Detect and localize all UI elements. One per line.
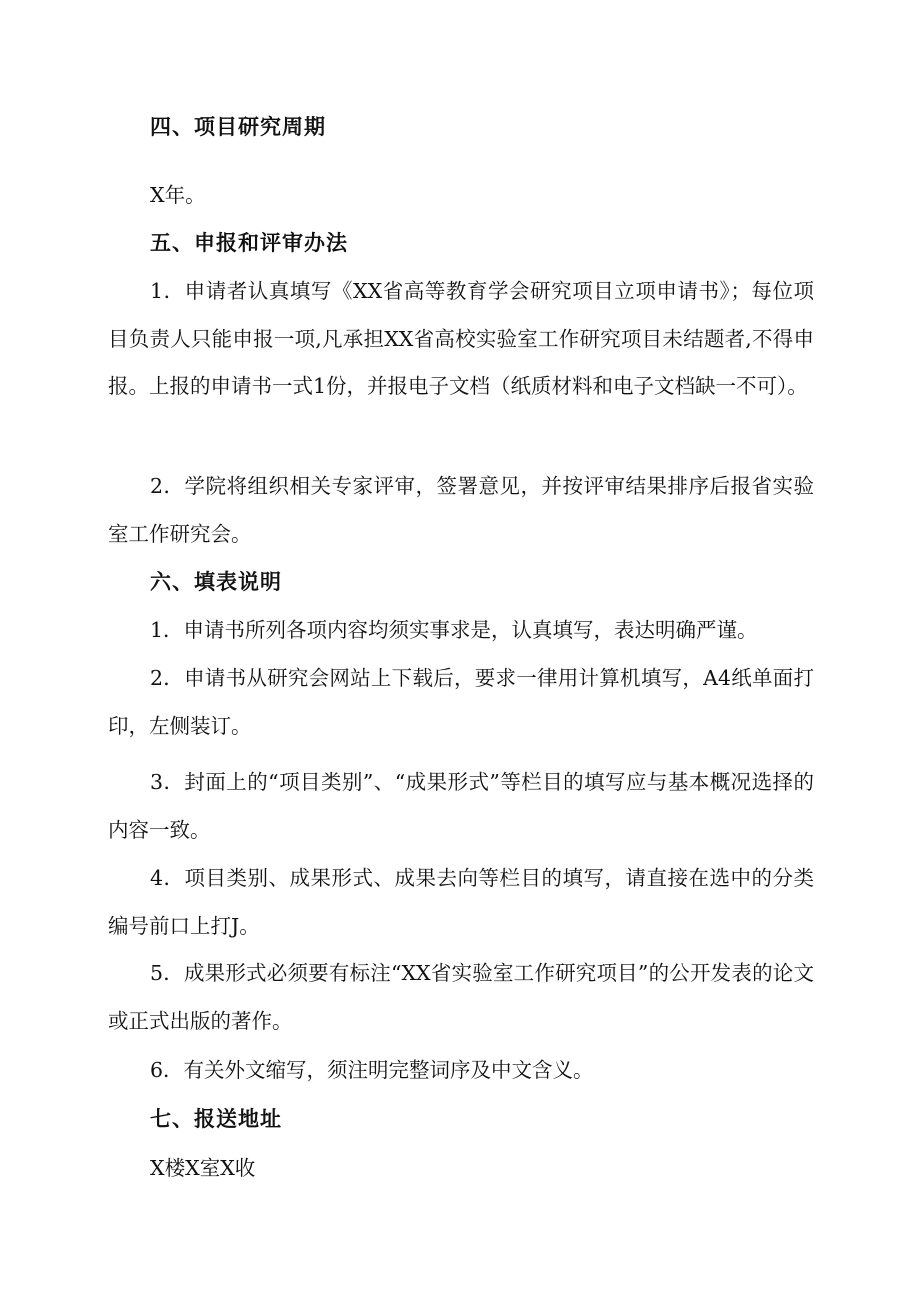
instruction-item-6: 6．有关外文缩写，须注明完整词序及中文含义。 bbox=[150, 1058, 594, 1082]
instruction-item-4: 4．项目类别、成果形式、成果去向等栏目的填写，请直接在选中的分类编号前口上打J。 bbox=[108, 866, 814, 938]
instruction-item-1: 1．申请书所列各项内容均须实事求是，认真填写，表达明确严谨。 bbox=[150, 618, 758, 642]
submission-address-text: X楼X室X收 bbox=[150, 1156, 256, 1180]
section-heading-submission-address: 七、报送地址 bbox=[150, 1107, 282, 1131]
instruction-item-2: 2．申请书从研究会网站上下载后，要求一律用计算机填写，A4纸单面打印，左侧装订。 bbox=[108, 666, 814, 738]
instruction-item-3: 3．封面上的“项目类别”、“成果形式”等栏目的填写应与基本概况选择的内容一致。 bbox=[108, 770, 814, 842]
section-heading-form-instructions: 六、填表说明 bbox=[150, 570, 282, 594]
section-heading-research-period: 四、项目研究周期 bbox=[150, 115, 326, 139]
instruction-item-5: 5．成果形式必须要有标注“XX省实验室工作研究项目”的公开发表的论文或正式出版的著作。 bbox=[108, 961, 814, 1033]
research-period-text: X年。 bbox=[150, 183, 206, 207]
application-item-2: 2．学院将组织相关专家评审，签署意见，并按评审结果排序后报省实验室工作研究会。 bbox=[108, 474, 814, 546]
application-item-1: 1．申请者认真填写《XX省高等教育学会研究项目立项申请书》；每位项目负责人只能申报一项,凡承担XX省高校实验室工作研究项目未结题者,不得申报。上报的申请书一式1份，并报电子文档（纸质材料和电子文档缺一不可）。 bbox=[108, 279, 814, 398]
section-heading-application-review: 五、申报和评审办法 bbox=[150, 231, 348, 255]
